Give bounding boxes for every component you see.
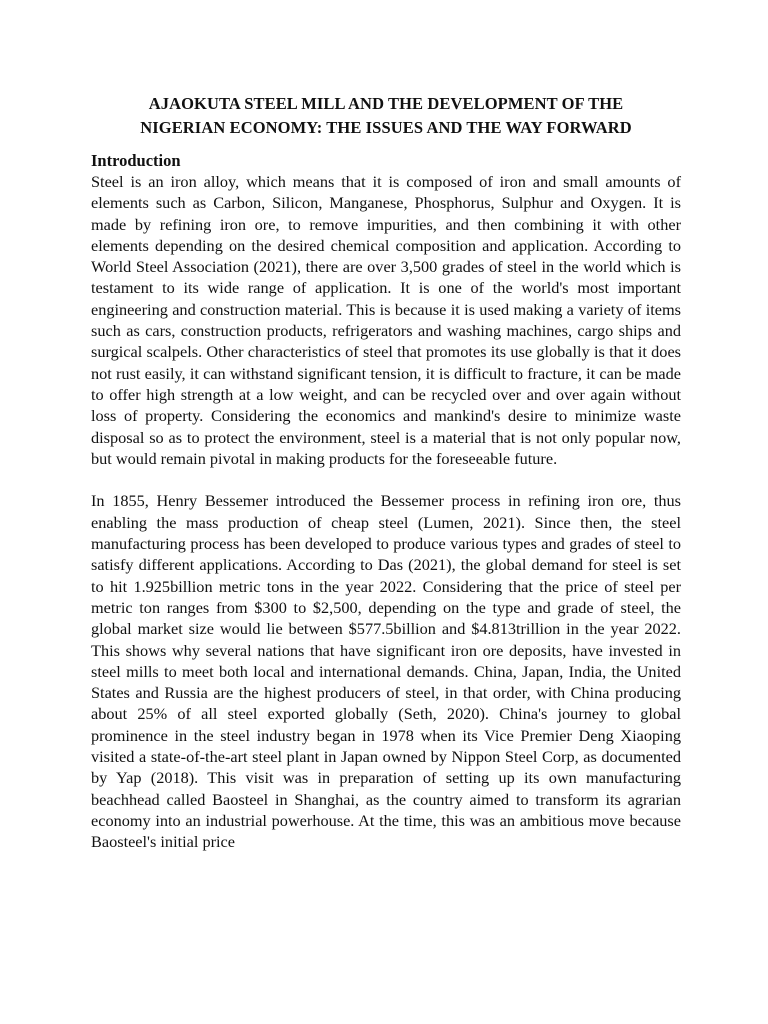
document-title-line: AJAOKUTA STEEL MILL AND THE DEVELOPMENT OF THE xyxy=(148,94,624,113)
section-heading-introduction: Introduction xyxy=(91,151,181,170)
document-page xyxy=(91,92,681,853)
body-paragraph: In 1855, Henry Bessemer introduced the Bessemer process in refining iron ore, thus enabling the mass production of cheap steel (Lumen, 2021). Since then, the steel manufacturing process has been developed to produce various types and grades of steel to satisfy different applications. According to Das (2021), the global demand for steel is set to hit 1.925billion metric tons in the year 2022. Considering that the price of steel per metric ton ranges from $300 to $2,500, depending on the type and grade of steel, the global market size would lie between $577.5billion and $4.813trillion in the year 2022. This shows why several nations that have significant iron ore deposits, have invested in steel mills to meet both local and international demands. China, Japan, India, the United States and Russia are the highest producers of steel, in that order, with China producing about 25% of all steel exported globally (Seth, 2020). China's journey to global prominence in the steel industry began in 1978 when its Vice Premier Deng Xiaoping visited a state-of-the-art steel plant in Japan owned by Nippon Steel Corp, as documented by Yap (2018). This visit was in preparation of setting up its own manufacturing beachhead called Baosteel in Shanghai, as the country aimed to transform its agrarian economy into an industrial powerhouse. At the time, this was an ambitious move because Baosteel's initial price xyxy=(91,491,681,852)
document-title-line: NIGERIAN ECONOMY: THE ISSUES AND THE WAY FORWARD xyxy=(140,118,632,137)
body-paragraph: Steel is an iron alloy, which means that it is composed of iron and small amounts of elements such as Carbon, Silicon, Manganese, Phosphorus, Sulphur and Oxygen. It is made by refining iron ore, to remove impurities, and then combining it with other elements depending on the desired chemical composition and application. According to World Steel Association (2021), there are over 3,500 grades of steel in the world which is testament to its wide range of application. It is one of the world's most important engineering and construction material. This is because it is used making a variety of items such as cars, construction products, refrigerators and washing machines, cargo ships and surgical scalpels. Other characteristics of steel that promotes its use globally is that it does not rust easily, it can withstand significant tension, it is difficult to fracture, it can be made to offer high strength at a low weight, and can be recycled over and over again without loss of property. Considering the economics and mankind's desire to minimize waste disposal so as to protect the environment, steel is a material that is not only popular now, but would remain pivotal in making products for the foreseeable future. xyxy=(91,172,681,468)
document-title xyxy=(91,92,681,140)
